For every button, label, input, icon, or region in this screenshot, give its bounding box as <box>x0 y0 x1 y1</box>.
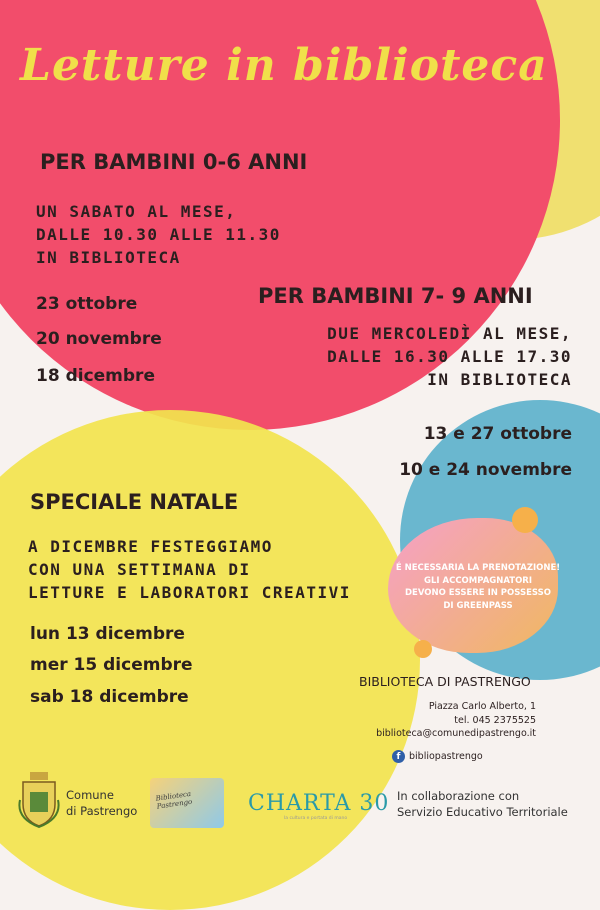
collaboration-partner: Servizio Educativo Territoriale <box>397 805 568 819</box>
library-name: BIBLIOTECA DI PASTRENGO <box>359 674 531 689</box>
library-address: Piazza Carlo Alberto, 1 <box>428 701 536 712</box>
charta30-logo: CHARTA 30 <box>248 791 390 816</box>
section-heading-7-9: PER BAMBINI 7- 9 ANNI <box>258 284 533 308</box>
facebook-icon: f <box>392 750 405 763</box>
biblioteca-logo-text: Biblioteca Pastrengo <box>155 789 193 811</box>
decor-dot <box>512 507 538 533</box>
collaboration-label: In collaborazione con <box>397 789 520 803</box>
comune-label: Comune <box>66 788 114 802</box>
comune-crest-logo <box>18 770 60 828</box>
info-line: DUE MERCOLEDÌ AL MESE, <box>327 324 572 343</box>
date-item: mer 15 dicembre <box>30 655 193 675</box>
date-item: 23 ottobre <box>36 294 138 314</box>
date-item: 20 novembre <box>36 329 162 349</box>
poster-title: Letture in biblioteca <box>20 40 548 91</box>
library-email[interactable]: biblioteca@comunedipastrengo.it <box>376 728 536 739</box>
social-handle: bibliopastrengo <box>409 751 483 762</box>
date-item: 18 dicembre <box>36 366 155 386</box>
biblioteca-logo <box>150 778 224 828</box>
charta30-tagline: la cultura e portata di mano <box>284 816 348 821</box>
info-line: DALLE 10.30 ALLE 11.30 <box>36 225 281 244</box>
info-line: UN SABATO AL MESE, <box>36 202 237 221</box>
info-line: LETTURE E LABORATORI CREATIVI <box>28 583 351 602</box>
date-item: 10 e 24 novembre <box>399 460 572 480</box>
date-item: lun 13 dicembre <box>30 624 185 644</box>
notice-line: DI GREENPASS <box>443 600 513 611</box>
decor-dot <box>414 640 432 658</box>
date-item: sab 18 dicembre <box>30 687 189 707</box>
notice-line: É NECESSARIA LA PRENOTAZIONE! <box>395 563 561 573</box>
library-phone: tel. 045 2375525 <box>454 714 536 726</box>
info-line: IN BIBLIOTECA <box>427 370 572 389</box>
library-contacts <box>366 700 536 741</box>
section-info-7-9 <box>327 322 572 391</box>
section-heading-0-6: PER BAMBINI 0-6 ANNI <box>40 150 308 174</box>
info-line: IN BIBLIOTECA <box>36 248 181 267</box>
notice-line: GLI ACCOMPAGNATORI <box>423 575 533 586</box>
date-item: 13 e 27 ottobre <box>423 424 572 444</box>
info-line: A DICEMBRE FESTEGGIAMO <box>28 537 273 556</box>
section-info-0-6 <box>36 200 281 269</box>
comune-label: di Pastrengo <box>66 804 138 818</box>
notice-line: DEVONO ESSERE IN POSSESSO <box>404 588 552 598</box>
section-info-natale <box>28 535 351 604</box>
info-line: CON UNA SETTIMANA DI <box>28 560 251 579</box>
greenpass-notice <box>394 562 562 612</box>
info-line: DALLE 16.30 ALLE 17.30 <box>327 347 572 366</box>
social-link[interactable] <box>392 750 483 763</box>
section-heading-natale: SPECIALE NATALE <box>30 490 239 514</box>
